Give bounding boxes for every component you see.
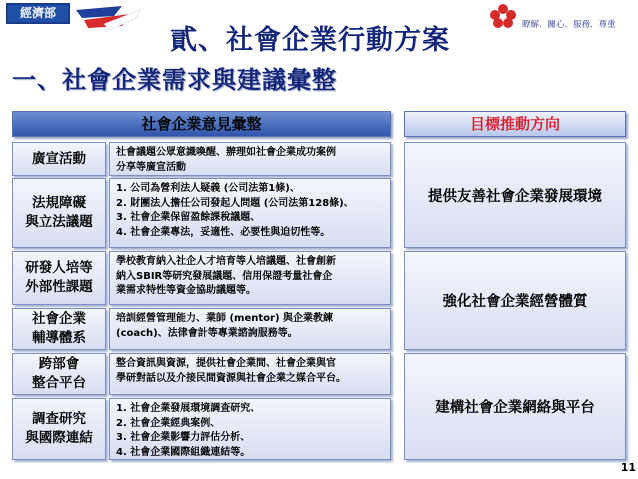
- description-cell-rnd-talent: 學校教育納入社企人才培育等人培議題、社會創新 納入SBIR等研究發展議題、信用保證考量社會企 業需求特性等資金協助議題等。: [109, 251, 391, 305]
- goal-cell-friendly-environment: 提供友善社會企業發展環境: [404, 142, 626, 248]
- swoosh-logo-icon: [74, 4, 144, 32]
- category-cell-rnd-talent: 研發人培等 外部性課題: [12, 251, 106, 305]
- category-cell-research: 調查研究 與國際連結: [12, 398, 106, 460]
- category-cell-platform: 跨部會 整合平台: [12, 353, 106, 395]
- goal-cell-network-platform: 建構社會企業網絡與平台: [404, 353, 626, 460]
- description-cell-publicity: 社會議題公眾意識喚醒、辦理如社會企業成功案例 分享等廣宣活動: [109, 142, 391, 176]
- category-cell-publicity: 廣宣活動: [12, 142, 106, 176]
- category-cell-legal: 法規障礙 與立法議題: [12, 178, 106, 248]
- section-title: 一、社會企業需求與建議彙整: [12, 66, 337, 94]
- slogan-text: 瞭解．關心．服務．尊重: [522, 20, 616, 30]
- description-cell-counseling: 培訓經營管理能力、業師 (mentor) 與企業教練 (coach)、法律會計等專業諮詢服務等。: [109, 308, 391, 350]
- description-cell-platform: 整合資訊與資源，提供社會企業間、社會企業與官 學研對話以及介接民間資源與社會企業之媒合平台。: [109, 353, 391, 395]
- ministry-badge: 經濟部: [6, 3, 70, 24]
- goals-column-header: 目標推動方向: [404, 111, 626, 137]
- plum-blossom-logo-icon: [486, 2, 520, 32]
- opinions-column-header: 社會企業意見彙整: [12, 111, 391, 137]
- page-number: 11: [620, 461, 636, 474]
- category-cell-counseling: 社會企業 輔導體系: [12, 308, 106, 350]
- description-cell-research: 1. 社會企業發展環境調查研究、 2. 社會企業經典案例、 3. 社會企業影響力評估分析、 4. 社會企業國際組織連結等。: [109, 398, 391, 460]
- goal-cell-strengthen-operations: 強化社會企業經營體質: [404, 251, 626, 350]
- description-cell-legal: 1. 公司為營利法人疑義 (公司法第1條)、 2. 財團法人擔任公司發起人問題 (公司法第128條)、 3. 社會企業保留盈餘課稅議題、 4. 社會企業專法，妥適性、必要性與迫切性等。: [109, 178, 391, 248]
- slide-title: 貳、社會企業行動方案: [170, 25, 450, 56]
